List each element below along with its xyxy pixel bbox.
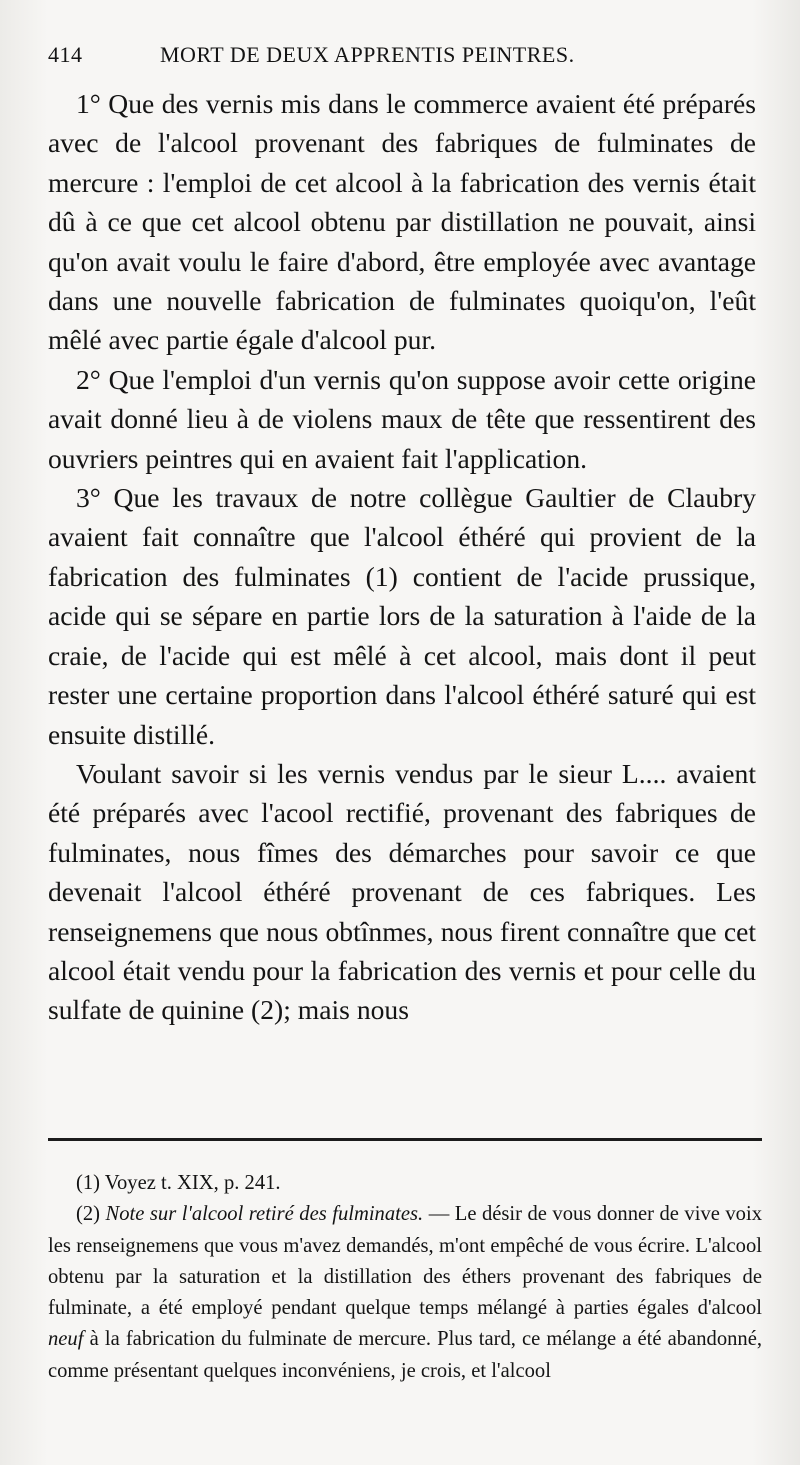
page-header	[48, 42, 748, 78]
footnote-divider	[48, 1138, 762, 1141]
footnote-2	[48, 1199, 762, 1387]
main-text	[48, 84, 756, 1030]
footnote-2-title: Note sur l'alcool retiré des fulminates.	[105, 1203, 424, 1226]
paragraph-2: 2° Que l'emploi d'un vernis qu'on suppose avoir cette origine avait donné lieu à de violens maux de tête que ressentirent des ouvriers peintres qui en avaient fait l'application.	[48, 363, 756, 474]
footnote-1: (1) Voyez t. XIX, p. 241.	[76, 1172, 281, 1194]
footnote-2-label: (2)	[76, 1203, 101, 1226]
footnote-2-text: — Le désir de vous donner de vive voix les renseignemens que vous m'avez demandés, m'ont empêché de vous écrire. L'alcool obtenu par la saturation et la distillation des éthers provenant des fabriques de fulminate, a été employé pendant quelque temps mélangé à parties égales d'alcool	[48, 1203, 762, 1320]
paragraph-3: 3° Que les travaux de notre collègue Gaultier de Claubry avaient fait connaître que l'alcool éthéré qui provient de la fabrication des fulminates (1) contient de l'acide prussique, acide qui se sépare en partie lors de la saturation à l'aide de la craie, de l'acide qui est mêlé à cet alcool, mais dont il peut rester une certaine proportion dans l'alcool éthéré saturé qui est ensuite distillé.	[48, 482, 756, 750]
paragraph-4: Voulant savoir si les vernis vendus par le sieur L.... avaient été préparés avec l'acool rectifié, provenant des fabriques de fulminates, nous fîmes des démarches pour savoir ce que devenait l'alcool éthéré provenant de ces fabriques. Les renseignemens que nous obtînmes, nous firent connaître que cet alcool était vendu pour la fabrication des vernis et pour celle du sulfate de quinine (2); mais nous	[48, 757, 756, 1026]
paragraph-1: 1° Que des vernis mis dans le commerce avaient été préparés avec de l'alcool provenant des fabriques de fulminates de mercure : l'emploi de cet alcool à la fabrication des vernis était dû à ce que cet alcool obtenu par distillation ne pouvait, ainsi qu'on avait voulu le faire d'abord, être employée avec avantage dans une nouvelle fabrication de fulminates quoiqu'on, l'eût mêlé avec partie égale d'alcool pur.	[48, 88, 756, 356]
page-number: 414	[48, 42, 83, 67]
footnotes	[48, 1168, 762, 1387]
footnote-2-italic-word: neuf	[48, 1328, 84, 1351]
running-title: MORT DE DEUX APPRENTIS PEINTRES.	[160, 42, 575, 67]
footnote-2-text-end: à la fabrication du fulminate de mercure. Plus tard, ce mélange a été abandonné, comme présentant quelques inconvéniens, je crois, et l'alcool	[48, 1328, 762, 1382]
